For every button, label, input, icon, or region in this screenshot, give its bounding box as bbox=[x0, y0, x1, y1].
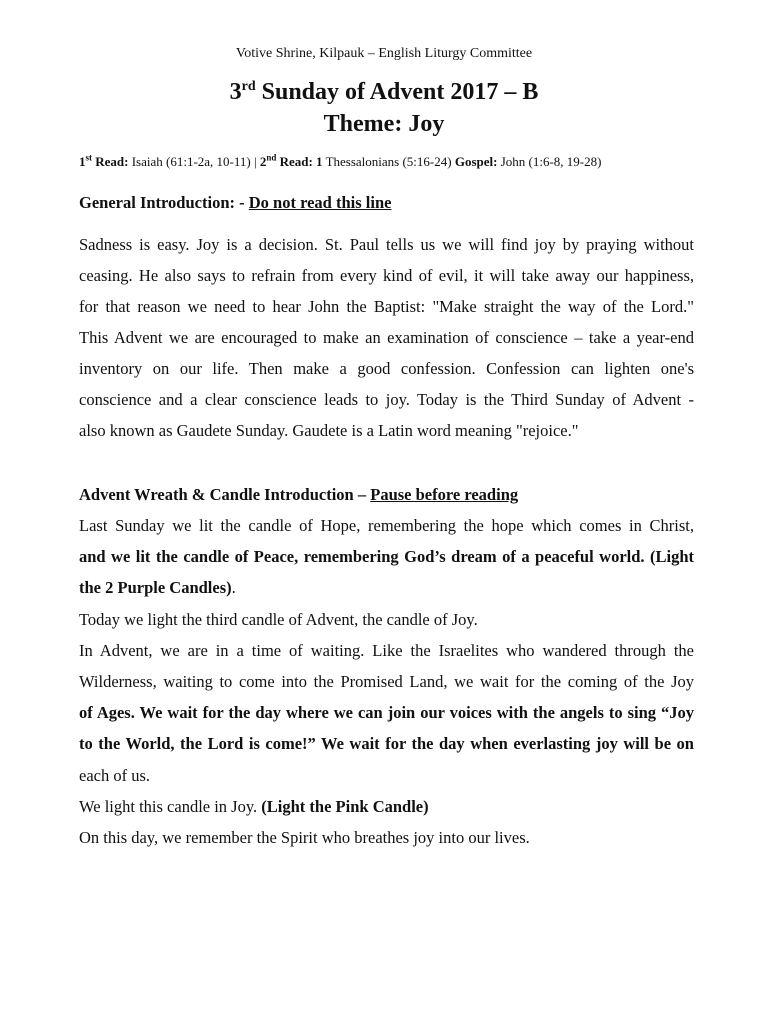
wreath-line: to the World, the Lord is come!” We wait for the day when everlasting joy will be on bbox=[79, 734, 694, 753]
general-intro-line: ceasing. He also says to refrain from every kind of evil, it will take away our happiness, bbox=[79, 266, 694, 285]
second-reading-ordinal: nd bbox=[266, 152, 277, 163]
wreath-line: Today we light the third candle of Advent, the candle of Joy. bbox=[79, 610, 478, 629]
first-reading-label: Read: bbox=[92, 154, 129, 169]
wreath-line: of Ages. We wait for the day where we can join our voices with the angels to sing “Joy bbox=[79, 703, 694, 722]
organization-line: Votive Shrine, Kilpauk – English Liturgy Committee bbox=[235, 46, 533, 61]
wreath-line: In Advent, we are in a time of waiting. Like the Israelites who wandered through the bbox=[79, 641, 694, 660]
wreath-line-text: . bbox=[231, 578, 236, 597]
wreath-instruction: the 2 Purple Candles) bbox=[79, 578, 232, 597]
title-number: 3 bbox=[229, 79, 242, 105]
first-reading-text: Isaiah (61:1-2a, 10-11) | bbox=[128, 154, 260, 169]
first-reading-number: 1 bbox=[79, 154, 86, 169]
general-intro-line: for that reason we need to hear John the Baptist: "Make straight the way of the Lord." bbox=[79, 297, 694, 316]
general-intro-line: This Advent we are encouraged to make an examination of conscience – take a year-end bbox=[79, 328, 694, 347]
title-ordinal: rd bbox=[241, 79, 256, 94]
general-intro-heading-note: Do not read this line bbox=[248, 193, 392, 212]
general-intro-line: inventory on our life. Then make a good confession. Confession can lighten one's bbox=[79, 359, 694, 378]
wreath-intro-heading-note: Pause before reading bbox=[370, 485, 519, 504]
title-line bbox=[0, 76, 768, 108]
wreath-line bbox=[79, 797, 429, 817]
wreath-line-text: and we lit the candle of Peace, remembering God’s dream of a peaceful world. bbox=[79, 547, 650, 566]
wreath-line-text: We light this candle in Joy. bbox=[79, 797, 262, 816]
second-reading-number: 2 bbox=[259, 154, 267, 169]
gospel-text: John (1:6-8, 19-28) bbox=[497, 154, 602, 169]
wreath-line: Wilderness, waiting to come into the Promised Land, we wait for the coming of the Joy bbox=[79, 672, 694, 691]
second-reading-text: Thessalonians (5:16-24) bbox=[322, 154, 455, 169]
wreath-intro-heading bbox=[79, 485, 518, 505]
wreath-instruction: (Light the Pink Candle) bbox=[261, 797, 429, 816]
theme-line: Theme: Joy bbox=[323, 111, 445, 137]
general-intro-line: conscience and a clear conscience leads to joy. Today is the Third Sunday of Advent - bbox=[79, 390, 694, 409]
general-intro-line: Sadness is easy. Joy is a decision. St. Paul tells us we will find joy by praying without bbox=[79, 235, 694, 254]
wreath-line: Last Sunday we lit the candle of Hope, remembering the hope which comes in Christ, bbox=[79, 516, 694, 535]
wreath-line: each of us. bbox=[79, 766, 151, 785]
wreath-line bbox=[79, 547, 694, 567]
document-title bbox=[0, 76, 768, 140]
first-reading-ordinal: st bbox=[85, 152, 92, 163]
general-intro-heading bbox=[79, 193, 391, 213]
second-reading-label: Read: 1 bbox=[276, 154, 323, 169]
wreath-instruction: (Light bbox=[649, 547, 694, 566]
wreath-line bbox=[79, 578, 236, 598]
wreath-intro-heading-text: Advent Wreath & Candle Introduction – bbox=[79, 485, 371, 504]
general-intro-heading-text: General Introduction: - bbox=[79, 193, 249, 212]
wreath-line: On this day, we remember the Spirit who breathes joy into our lives. bbox=[79, 828, 530, 847]
general-intro-line: also known as Gaudete Sunday. Gaudete is a Latin word meaning "rejoice." bbox=[79, 421, 579, 440]
readings-line bbox=[79, 154, 719, 170]
title-text: Sunday of Advent 2017 – B bbox=[255, 79, 539, 105]
gospel-label: Gospel: bbox=[454, 154, 498, 169]
